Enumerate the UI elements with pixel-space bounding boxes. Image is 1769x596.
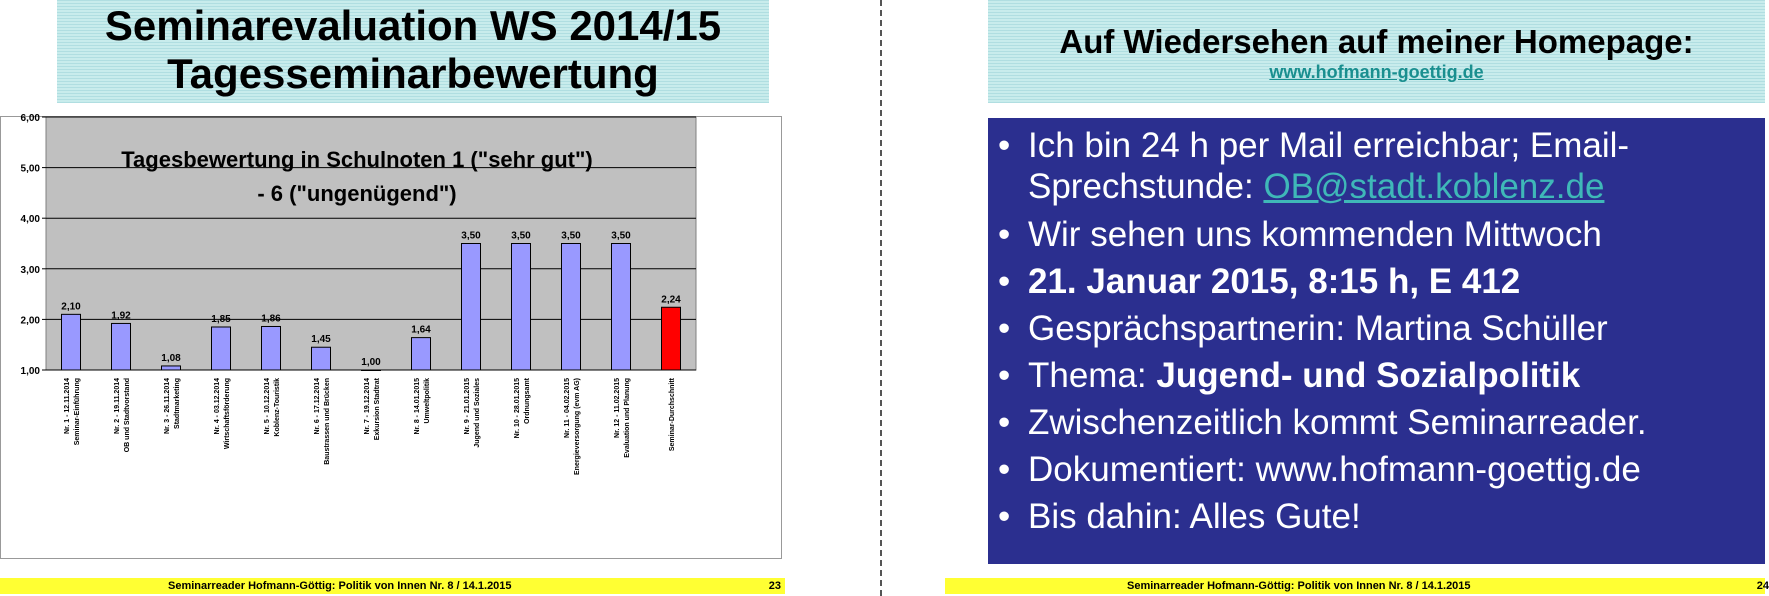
y-tick-label: 5,00 xyxy=(20,163,40,175)
x-category-label: Nr. 4 - 03.12.2014 xyxy=(214,378,221,435)
x-category-label: Nr. 2 - 19.11.2014 xyxy=(114,378,121,435)
evaluation-chart xyxy=(0,113,782,559)
bar-value-label: 3,50 xyxy=(611,230,631,242)
x-category-label: Ordnungsamt xyxy=(524,378,531,424)
bullet-item-email xyxy=(998,125,1765,207)
bullet-dot-icon: • xyxy=(998,356,1011,395)
bar-value-label: 3,50 xyxy=(561,230,581,242)
bullet-dot-icon: • xyxy=(998,497,1011,536)
bar xyxy=(62,314,81,370)
bullet-dot-icon: • xyxy=(998,126,1011,165)
y-tick-label: 6,00 xyxy=(20,113,40,124)
bar xyxy=(312,347,331,370)
info-bullet-box xyxy=(988,118,1765,564)
bullet-text: Dokumentiert: www.hofmann-goettig.de xyxy=(1028,450,1641,489)
bar xyxy=(462,244,481,371)
homepage-link[interactable]: www.hofmann-goettig.de xyxy=(1269,62,1484,82)
bullet-text: Wir sehen uns kommenden Mittwoch xyxy=(1028,215,1602,254)
x-category-label: Nr. 5 - 10.12.2014 xyxy=(264,378,271,435)
email-link[interactable]: OB@stadt.koblenz.de xyxy=(1263,167,1605,206)
x-category-label: Seminar-Durchschnitt xyxy=(669,378,676,452)
slide-title-box xyxy=(57,0,769,103)
y-tick-label: 3,00 xyxy=(20,264,40,276)
bullet-item-date xyxy=(998,260,1765,303)
x-category-label: Umweltpolitik xyxy=(424,378,431,424)
x-category-label: Nr. 6 - 17.12.2014 xyxy=(314,378,321,435)
bar xyxy=(162,366,181,370)
bar xyxy=(362,370,381,371)
chart-svg xyxy=(1,113,781,558)
x-category-label: Jugend und Soziales xyxy=(474,378,481,448)
page-number: 23 xyxy=(768,580,781,592)
bullet-text: Bis dahin: Alles Gute! xyxy=(1028,497,1361,536)
bullet-item-meeting xyxy=(998,213,1765,256)
bullet-item-reader xyxy=(998,401,1765,444)
bullet-dot-icon: • xyxy=(998,450,1011,489)
bar xyxy=(212,327,231,370)
y-tick-label: 1,00 xyxy=(20,366,40,377)
bar xyxy=(112,323,131,370)
bullet-list xyxy=(988,118,1765,538)
x-category-label: Nr. 11 - 04.02.2015 xyxy=(564,378,571,438)
homepage-title-box xyxy=(988,0,1765,103)
bullet-text: Zwischenzeitlich kommt Seminarreader. xyxy=(1028,403,1647,442)
x-category-label: Stadtmarketing xyxy=(174,378,181,429)
x-category-label: Seminar-Einführung xyxy=(74,378,81,446)
bar-value-label: 2,24 xyxy=(661,294,681,306)
bullet-item-topic xyxy=(998,354,1765,397)
bar-value-label: 1,92 xyxy=(111,310,131,322)
slide-title-line1: Seminarevaluation WS 2014/15 xyxy=(104,2,722,49)
bullet-text: Ich bin 24 h per Mail erreichbar; Email-Sprechstunde: xyxy=(1028,126,1630,206)
bullet-dot-icon: • xyxy=(998,262,1011,301)
x-category-label: Nr. 1 - 12.11.2014 xyxy=(64,378,71,435)
chart-title-line2: - 6 ("ungenügend") xyxy=(257,181,457,206)
bar-value-label: 1,64 xyxy=(411,324,431,336)
bar xyxy=(612,244,631,371)
x-category-label: Nr. 8 - 14.01.2015 xyxy=(414,378,421,435)
x-category-label: Koblenz-Touristik xyxy=(274,378,281,437)
y-tick-label: 2,00 xyxy=(20,315,40,327)
chart-title-line1: Tagesbewertung in Schulnoten 1 ("sehr gut") xyxy=(121,147,593,172)
homepage-title: Auf Wiedersehen auf meiner Homepage: xyxy=(1059,23,1694,60)
x-category-label: Baustrassen und Brücken xyxy=(324,378,331,465)
bar xyxy=(662,307,681,370)
footer-bar xyxy=(945,578,1769,594)
bullet-text: Thema: xyxy=(1028,356,1157,395)
bullet-dot-icon: • xyxy=(998,403,1011,442)
footer-bar xyxy=(0,578,785,594)
bar xyxy=(262,326,281,370)
footer-text: Seminarreader Hofmann-Göttig: Politik von Innen Nr. 8 / 14.1.2015 xyxy=(1127,580,1471,592)
bar-value-label: 1,86 xyxy=(261,313,281,325)
bar xyxy=(512,244,531,371)
bullet-text-bold: Jugend- und Sozialpolitik xyxy=(1156,356,1581,395)
x-category-label: Evaluation und Planung xyxy=(624,378,631,458)
x-category-label: Energieversorgung (evm AG) xyxy=(574,378,581,475)
footer-text: Seminarreader Hofmann-Göttig: Politik von Innen Nr. 8 / 14.1.2015 xyxy=(168,580,512,592)
x-category-label: Nr. 10 - 28.01.2015 xyxy=(514,378,521,439)
bar-value-label: 1,00 xyxy=(361,357,381,368)
bullet-text-bold: 21. Januar 2015, 8:15 h, E 412 xyxy=(1028,262,1521,301)
x-category-label: Nr. 3 - 26.11.2014 xyxy=(164,378,171,435)
bar-value-label: 1,45 xyxy=(311,334,331,346)
bullet-dot-icon: • xyxy=(998,215,1011,254)
bar-value-label: 2,10 xyxy=(61,301,81,313)
bar-value-label: 3,50 xyxy=(461,230,481,242)
x-category-label: Nr. 9 - 21.01.2015 xyxy=(464,378,471,435)
bar xyxy=(562,244,581,371)
x-category-label: Nr. 12 - 11.02.2015 xyxy=(614,378,621,438)
bullet-text: Gesprächspartnerin: Martina Schüller xyxy=(1028,309,1608,348)
slide-title-line2: Tagesseminarbewertung xyxy=(167,50,659,97)
slide-page-24 xyxy=(884,0,1769,596)
y-tick-label: 4,00 xyxy=(20,214,40,226)
page-divider xyxy=(880,0,882,596)
bar-value-label: 1,08 xyxy=(161,352,181,364)
slide-page-23 xyxy=(0,0,878,596)
x-category-label: Exkursion Stadtrat xyxy=(374,378,381,441)
bullet-dot-icon: • xyxy=(998,309,1011,348)
bullet-item-partner xyxy=(998,307,1765,350)
bullet-item-goodbye xyxy=(998,495,1765,538)
bar-value-label: 1,85 xyxy=(211,313,231,325)
bar-value-label: 3,50 xyxy=(511,230,531,242)
x-category-label: Wirtschaftsförderung xyxy=(224,378,231,450)
x-category-label: OB und Stadtvorstand xyxy=(124,378,131,453)
bar xyxy=(412,338,431,370)
page-number: 24 xyxy=(1756,580,1769,592)
bullet-item-documented xyxy=(998,448,1765,491)
x-category-label: Nr. 7 - 19.12.2014 xyxy=(364,378,371,435)
